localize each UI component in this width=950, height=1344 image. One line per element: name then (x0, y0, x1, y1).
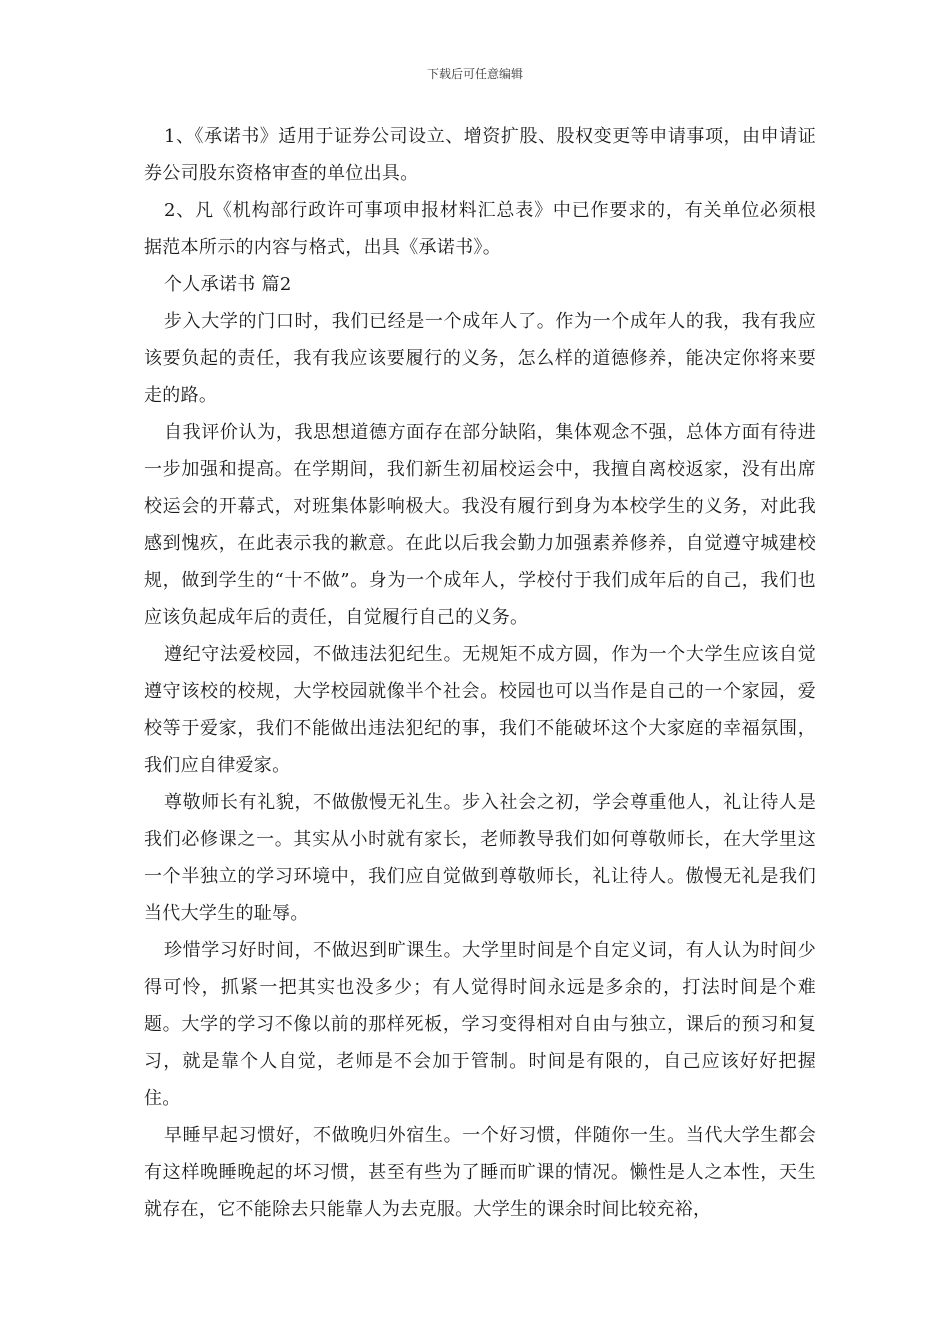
paragraph: 早睡早起习惯好，不做晚归外宿生。一个好习惯，伴随你一生。当代大学生都会有这样晚睡晚起的坏习惯，甚至有些为了睡而旷课的情况。懒性是人之本性，天生就存在，它不能除去只能靠人为去克服。大学生的课余时间比较充裕， (144, 1125, 816, 1220)
paragraph: 遵纪守法爱校园，不做违法犯纪生。无规矩不成方圆，作为一个大学生应该自觉遵守该校的校规，大学校园就像半个社会。校园也可以当作是自己的一个家园，爱校等于爱家，我们不能做出违法犯纪的事，我们不能破坏这个大家庭的幸福氛围，我们应自律爱家。 (144, 644, 816, 776)
document-body (144, 118, 816, 1228)
paragraph: 珍惜学习好时间，不做迟到旷课生。大学里时间是个自定义词，有人认为时间少得可怜，抓紧一把其实也没多少；有人觉得时间永远是多余的，打法时间是个难题。大学的学习不像以前的那样死板，学习变得相对自由与独立，课后的预习和复习，就是靠个人自觉，老师是不会加于管制。时间是有限的，自己应该好好把握住。 (144, 940, 816, 1109)
page-header: 下载后可任意编辑 (426, 67, 523, 81)
paragraph: 尊敬师长有礼貌，不做傲慢无礼生。步入社会之初，学会尊重他人，礼让待人是我们必修课之一。其实从小时就有家长，老师教导我们如何尊敬师长，在大学里这一个半独立的学习环境中，我们应自觉做到尊敬师长，礼让待人。傲慢无礼是我们当代大学生的耻辱。 (144, 792, 816, 924)
paragraph-note-1: 1、《承诺书》适用于证券公司设立、增资扩股、股权变更等申请事项，由申请证券公司股东资格审查的单位出具。 (144, 126, 816, 184)
paragraph: 步入大学的门口时，我们已经是一个成年人了。作为一个成年人的我，我有我应该要负起的责任，我有我应该要履行的义务，怎么样的道德修养，能决定你将来要走的路。 (144, 311, 816, 406)
paragraph-note-2: 2、凡《机构部行政许可事项申报材料汇总表》中已作要求的，有关单位必须根据范本所示的内容与格式，出具《承诺书》。 (144, 200, 816, 258)
paragraph: 自我评价认为，我思想道德方面存在部分缺陷，集体观念不强，总体方面有待进一步加强和提高。在学期间，我们新生初届校运会中，我擅自离校返家，没有出席校运会的开幕式，对班集体影响极大。我没有履行到身为本校学生的义务，对此我感到愧疚，在此表示我的歉意。在此以后我会勤力加强素养修养，自觉遵守城建校规，做到学生的“十不做”。身为一个成年人，学校付于我们成年后的自己，我们也应该负起成年后的责任，自觉履行自己的义务。 (144, 422, 816, 628)
section-heading: 个人承诺书 篇2 (164, 274, 292, 295)
